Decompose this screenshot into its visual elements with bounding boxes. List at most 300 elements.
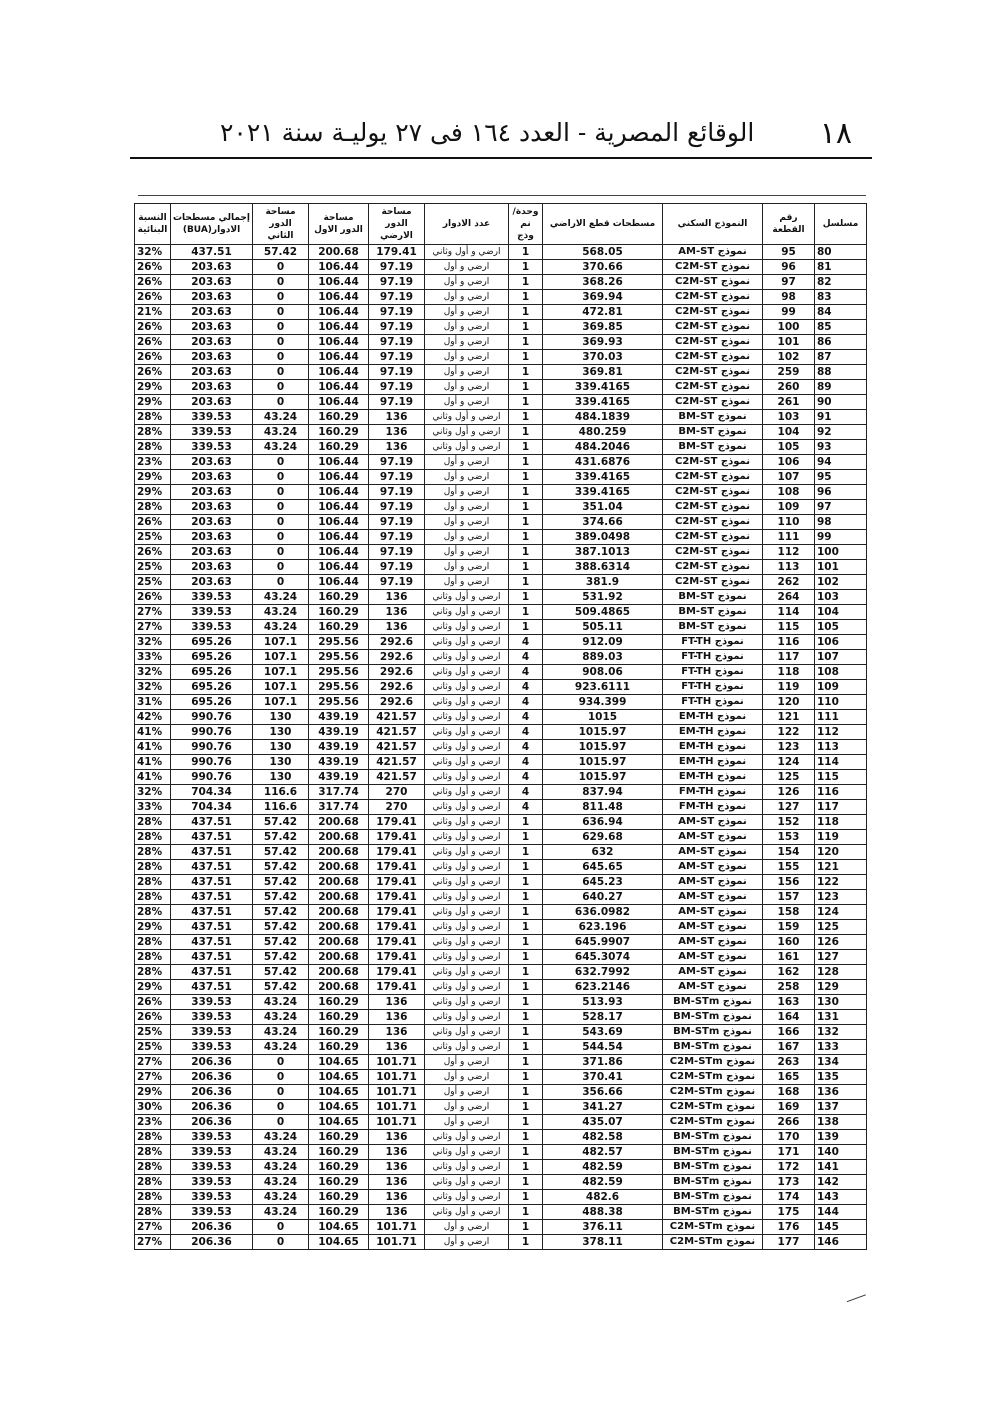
col-first-floor-area: 200.68 [309, 950, 369, 965]
col-plot-area: 482.59 [543, 1160, 663, 1175]
col-floors: ارضي و أول [425, 1235, 509, 1250]
table-row [135, 1235, 867, 1250]
col-ground-floor-area: 136 [369, 605, 425, 620]
col-building-ratio: 26% [135, 260, 171, 275]
col-first-floor-area: 200.68 [309, 815, 369, 830]
col-unit-per-model: 1 [509, 380, 543, 395]
col-ground-floor-area: 97.19 [369, 365, 425, 380]
col-unit-per-model: 1 [509, 1190, 543, 1205]
col-total-bua: 206.36 [171, 1115, 253, 1130]
col-unit-per-model: 1 [509, 530, 543, 545]
col-unit-per-model: 1 [509, 560, 543, 575]
col-unit-per-model: 1 [509, 860, 543, 875]
col-plot-number: 96 [763, 260, 815, 275]
col-housing-model: نموذج BM-STm [663, 1175, 763, 1190]
col-serial: 89 [815, 380, 867, 395]
table-row [135, 815, 867, 830]
col-floors: ارضي و أول وثاني [425, 665, 509, 680]
col-second-floor-area: 43.24 [253, 1025, 309, 1040]
col-first-floor-area: 317.74 [309, 785, 369, 800]
col-building-ratio: 33% [135, 650, 171, 665]
col-first-floor-area: 200.68 [309, 905, 369, 920]
col-housing-model: نموذج C2M-ST [663, 395, 763, 410]
col-total-bua: 990.76 [171, 755, 253, 770]
col-first-floor-area: 200.68 [309, 845, 369, 860]
col-floors: ارضي و أول [425, 380, 509, 395]
col-plot-number: 176 [763, 1220, 815, 1235]
col-building-ratio: 28% [135, 1160, 171, 1175]
table-row [135, 950, 867, 965]
col-total-bua: 990.76 [171, 725, 253, 740]
col-plot-area: 482.58 [543, 1130, 663, 1145]
col-second-floor-area: 57.42 [253, 950, 309, 965]
col-serial: 106 [815, 635, 867, 650]
col-second-floor-area: 0 [253, 500, 309, 515]
col-second-floor-area: 43.24 [253, 440, 309, 455]
col-housing-model: نموذج BM-STm [663, 1010, 763, 1025]
col-first-floor-area: 160.29 [309, 1025, 369, 1040]
col-serial: 105 [815, 620, 867, 635]
col-building-ratio: 32% [135, 245, 171, 260]
col-plot-area: 370.03 [543, 350, 663, 365]
table-row [135, 935, 867, 950]
col-unit-per-model: 1 [509, 890, 543, 905]
col-total-bua: 203.63 [171, 290, 253, 305]
col-first-floor-area: 106.44 [309, 500, 369, 515]
col-plot-number: 167 [763, 1040, 815, 1055]
col-unit-per-model: 1 [509, 320, 543, 335]
table-row [135, 965, 867, 980]
col-serial: 131 [815, 1010, 867, 1025]
table-row [135, 1220, 867, 1235]
col-housing-model: نموذج C2M-ST [663, 575, 763, 590]
col-plot-number: 161 [763, 950, 815, 965]
col-first-floor-area: 106.44 [309, 560, 369, 575]
col-ground-floor-area: 136 [369, 1175, 425, 1190]
col-second-floor-area: 57.42 [253, 965, 309, 980]
col-plot-number: 114 [763, 605, 815, 620]
col-first-floor-area: 200.68 [309, 920, 369, 935]
col-unit-per-model: 1 [509, 1145, 543, 1160]
table-row [135, 890, 867, 905]
col-building-ratio: 26% [135, 590, 171, 605]
col-total-bua: 990.76 [171, 710, 253, 725]
col-serial: 100 [815, 545, 867, 560]
col-plot-area: 370.41 [543, 1070, 663, 1085]
col-housing-model: نموذج BM-ST [663, 410, 763, 425]
col-serial: 95 [815, 470, 867, 485]
col-unit-per-model: 1 [509, 845, 543, 860]
col-housing-model: نموذج C2M-ST [663, 335, 763, 350]
col-plot-number: 110 [763, 515, 815, 530]
col-floors: ارضي و أول وثاني [425, 1160, 509, 1175]
col-building-ratio: 25% [135, 575, 171, 590]
col-plot-number: 174 [763, 1190, 815, 1205]
col-ground-floor-area: 97.19 [369, 305, 425, 320]
col-building-ratio: 27% [135, 1070, 171, 1085]
table-row [135, 800, 867, 815]
col-serial: 129 [815, 980, 867, 995]
table-row [135, 455, 867, 470]
table-row [135, 575, 867, 590]
col-floors: ارضي و أول [425, 305, 509, 320]
col-plot-area: 369.85 [543, 320, 663, 335]
col-plot-area: 934.399 [543, 695, 663, 710]
col-serial: 132 [815, 1025, 867, 1040]
col-serial: 126 [815, 935, 867, 950]
col-second-floor-area: 107.1 [253, 665, 309, 680]
col-serial: 146 [815, 1235, 867, 1250]
col-plot-area: 388.6314 [543, 560, 663, 575]
col-unit-per-model: 1 [509, 965, 543, 980]
col-first-floor-area: 295.56 [309, 680, 369, 695]
col-building-ratio: 23% [135, 455, 171, 470]
col-building-ratio: 28% [135, 965, 171, 980]
col-plot-number: 104 [763, 425, 815, 440]
col-building-ratio: 28% [135, 875, 171, 890]
col-serial: 139 [815, 1130, 867, 1145]
col-second-floor-area: 130 [253, 755, 309, 770]
col-second-floor-area: 43.24 [253, 1175, 309, 1190]
col-housing-model: نموذج AM-ST [663, 935, 763, 950]
col-housing-model: نموذج C2M-ST [663, 380, 763, 395]
col-housing-model: نموذج AM-ST [663, 815, 763, 830]
col-first-floor-area: 160.29 [309, 1160, 369, 1175]
col-floors: ارضي و أول [425, 395, 509, 410]
col-building-ratio: 27% [135, 605, 171, 620]
col-building-ratio: 28% [135, 1190, 171, 1205]
col-housing-model: نموذج C2M-ST [663, 500, 763, 515]
col-total-bua: 695.26 [171, 680, 253, 695]
col-total-bua: 695.26 [171, 665, 253, 680]
col-plot-number: 123 [763, 740, 815, 755]
col-ground-floor-area: 136 [369, 1040, 425, 1055]
col-serial: 121 [815, 860, 867, 875]
col-floors: ارضي و أول وثاني [425, 680, 509, 695]
col-second-floor-area: 107.1 [253, 635, 309, 650]
col-unit-per-model: 1 [509, 410, 543, 425]
table-row [135, 515, 867, 530]
col-ground-floor-area: 101.71 [369, 1070, 425, 1085]
col-first-floor-area: 104.65 [309, 1070, 369, 1085]
col-plot-number: 162 [763, 965, 815, 980]
table-row [135, 785, 867, 800]
col-second-floor-area: 57.42 [253, 875, 309, 890]
col-total-bua: 704.34 [171, 800, 253, 815]
col-building-ratio: 41% [135, 755, 171, 770]
col-plot-area: 369.81 [543, 365, 663, 380]
col-plot-area: 339.4165 [543, 485, 663, 500]
col-unit-per-model: 4 [509, 800, 543, 815]
col-floors: ارضي و أول وثاني [425, 740, 509, 755]
col-plot-number: 158 [763, 905, 815, 920]
col-plot-area: 378.11 [543, 1235, 663, 1250]
col-second-floor-area: 0 [253, 290, 309, 305]
col-total-bua: 339.53 [171, 590, 253, 605]
col-housing-model: نموذج C2M-STm [663, 1100, 763, 1115]
col-first-floor-area: 104.65 [309, 1220, 369, 1235]
col-plot-area: 341.27 [543, 1100, 663, 1115]
col-ground-floor-area: 97.19 [369, 395, 425, 410]
col-floors: ارضي و أول [425, 1085, 509, 1100]
col-building-ratio: 23% [135, 1115, 171, 1130]
col-plot-area: 1015 [543, 710, 663, 725]
col-second-floor-area: 43.24 [253, 1130, 309, 1145]
col-building-ratio: 26% [135, 1010, 171, 1025]
col-plot-area: 369.93 [543, 335, 663, 350]
col-total-bua: 339.53 [171, 1010, 253, 1025]
col-total-bua: 695.26 [171, 695, 253, 710]
col-second-floor-area: 0 [253, 515, 309, 530]
col-serial: 134 [815, 1055, 867, 1070]
col-second-floor-area: 130 [253, 710, 309, 725]
table-row [135, 770, 867, 785]
col-unit-per-model: 4 [509, 785, 543, 800]
col-building-ratio: 29% [135, 470, 171, 485]
col-ground-floor-area: 97.19 [369, 380, 425, 395]
col-ground-floor-area: 136 [369, 1025, 425, 1040]
col-plot-area: 1015.97 [543, 725, 663, 740]
col-floors: ارضي و أول وثاني [425, 1040, 509, 1055]
col-total-bua: 437.51 [171, 875, 253, 890]
col-floors: ارضي و أول وثاني [425, 425, 509, 440]
col-ground-floor-area: 136 [369, 1160, 425, 1175]
col-ground-floor-area: 179.41 [369, 860, 425, 875]
table-row [135, 920, 867, 935]
col-ground-floor-area: 421.57 [369, 770, 425, 785]
col-serial: 145 [815, 1220, 867, 1235]
table-row [135, 725, 867, 740]
col-plot-area-header: مسطحات قطع الاراضي [543, 204, 663, 245]
col-housing-model: نموذج C2M-ST [663, 485, 763, 500]
col-housing-model: نموذج AM-ST [663, 965, 763, 980]
col-ground-floor-area: 136 [369, 1205, 425, 1220]
col-ground-floor-area: 292.6 [369, 695, 425, 710]
col-housing-model: نموذج AM-ST [663, 245, 763, 260]
col-second-floor-area: 57.42 [253, 815, 309, 830]
col-building-ratio: 26% [135, 290, 171, 305]
col-first-floor-area: 439.19 [309, 755, 369, 770]
col-unit-per-model: 1 [509, 950, 543, 965]
col-plot-area: 632.7992 [543, 965, 663, 980]
table-row [135, 1070, 867, 1085]
col-unit-per-model: 1 [509, 1235, 543, 1250]
col-unit-per-model: 1 [509, 350, 543, 365]
col-building-ratio: 41% [135, 770, 171, 785]
table-row [135, 1130, 867, 1145]
col-floors: ارضي و أول وثاني [425, 950, 509, 965]
col-floors: ارضي و أول [425, 515, 509, 530]
col-serial: 98 [815, 515, 867, 530]
table-row [135, 395, 867, 410]
col-plot-number: 163 [763, 995, 815, 1010]
col-housing-model: نموذج C2M-ST [663, 470, 763, 485]
col-plot-number: 113 [763, 560, 815, 575]
col-plot-number: 122 [763, 725, 815, 740]
col-first-floor-area: 439.19 [309, 770, 369, 785]
col-unit-per-model: 4 [509, 725, 543, 740]
table-row [135, 470, 867, 485]
col-total-bua: 437.51 [171, 920, 253, 935]
col-housing-model: نموذج C2M-STm [663, 1235, 763, 1250]
col-second-floor-area: 0 [253, 1220, 309, 1235]
col-housing-model: نموذج AM-ST [663, 860, 763, 875]
col-housing-model: نموذج BM-ST [663, 590, 763, 605]
col-serial: 118 [815, 815, 867, 830]
col-floors: ارضي و أول وثاني [425, 1175, 509, 1190]
col-plot-number: 117 [763, 650, 815, 665]
col-floors: ارضي و أول [425, 260, 509, 275]
col-plot-number: 154 [763, 845, 815, 860]
col-plot-number: 266 [763, 1115, 815, 1130]
col-ground-floor-area: 97.19 [369, 455, 425, 470]
col-plot-area: 376.11 [543, 1220, 663, 1235]
col-building-ratio: 29% [135, 380, 171, 395]
col-total-bua: 339.53 [171, 1190, 253, 1205]
col-serial: 85 [815, 320, 867, 335]
col-housing-model: نموذج BM-ST [663, 620, 763, 635]
col-plot-number: 125 [763, 770, 815, 785]
col-unit-per-model: 1 [509, 500, 543, 515]
col-total-bua: 203.63 [171, 335, 253, 350]
col-total-bua: 437.51 [171, 980, 253, 995]
page-header [130, 112, 872, 156]
table-top-rule [138, 195, 866, 196]
col-first-floor-area: 160.29 [309, 605, 369, 620]
col-total-bua: 339.53 [171, 440, 253, 455]
col-first-floor-area: 200.68 [309, 980, 369, 995]
table-row [135, 335, 867, 350]
col-serial: 144 [815, 1205, 867, 1220]
col-ground-floor-area: 101.71 [369, 1235, 425, 1250]
col-plot-number: 159 [763, 920, 815, 935]
col-floors: ارضي و أول وثاني [425, 815, 509, 830]
col-serial: 81 [815, 260, 867, 275]
col-unit-per-model: 1 [509, 980, 543, 995]
col-serial: 116 [815, 785, 867, 800]
col-second-floor-area: 57.42 [253, 905, 309, 920]
col-plot-area: 374.66 [543, 515, 663, 530]
col-plot-number: 170 [763, 1130, 815, 1145]
col-plot-number: 106 [763, 455, 815, 470]
col-housing-model: نموذج BM-ST [663, 425, 763, 440]
table-row [135, 695, 867, 710]
col-second-floor-area: 107.1 [253, 695, 309, 710]
col-building-ratio: 32% [135, 635, 171, 650]
col-plot-number: 121 [763, 710, 815, 725]
table-row [135, 1085, 867, 1100]
col-total-bua: 339.53 [171, 425, 253, 440]
table-row [135, 1175, 867, 1190]
table-row [135, 635, 867, 650]
col-plot-number: 264 [763, 590, 815, 605]
col-plot-area: 351.04 [543, 500, 663, 515]
col-ground-floor-area: 97.19 [369, 485, 425, 500]
table-row [135, 440, 867, 455]
col-floors: ارضي و أول وثاني [425, 635, 509, 650]
col-unit-per-model: 1 [509, 605, 543, 620]
col-ground-floor-area: 136 [369, 410, 425, 425]
col-second-floor-area: 57.42 [253, 890, 309, 905]
table-row [135, 320, 867, 335]
col-second-floor-area: 43.24 [253, 590, 309, 605]
col-second-floor-area: 57.42 [253, 845, 309, 860]
col-floors: ارضي و أول وثاني [425, 1205, 509, 1220]
col-plot-number: 116 [763, 635, 815, 650]
col-building-ratio: 28% [135, 410, 171, 425]
col-serial: 120 [815, 845, 867, 860]
col-total-bua-header: إجمالي مسطحات الادوار(BUA) [171, 204, 253, 245]
col-serial: 93 [815, 440, 867, 455]
col-second-floor-area: 43.24 [253, 620, 309, 635]
col-building-ratio: 32% [135, 785, 171, 800]
table-row [135, 530, 867, 545]
col-floors: ارضي و أول [425, 290, 509, 305]
table-row [135, 755, 867, 770]
col-plot-number: 102 [763, 350, 815, 365]
table-row [135, 545, 867, 560]
col-floors: ارضي و أول وثاني [425, 905, 509, 920]
col-first-floor-area: 200.68 [309, 830, 369, 845]
col-building-ratio: 41% [135, 740, 171, 755]
col-housing-model: نموذج C2M-ST [663, 305, 763, 320]
col-first-floor-area: 160.29 [309, 1190, 369, 1205]
table-row [135, 350, 867, 365]
col-total-bua: 203.63 [171, 380, 253, 395]
col-plot-number: 156 [763, 875, 815, 890]
col-plot-number: 166 [763, 1025, 815, 1040]
col-plot-number: 175 [763, 1205, 815, 1220]
col-plot-number: 101 [763, 335, 815, 350]
col-ground-floor-area: 136 [369, 1010, 425, 1025]
col-unit-per-model: 1 [509, 1040, 543, 1055]
col-plot-area: 339.4165 [543, 380, 663, 395]
col-first-floor-area: 104.65 [309, 1235, 369, 1250]
col-serial: 115 [815, 770, 867, 785]
col-unit-per-model: 1 [509, 245, 543, 260]
col-serial: 138 [815, 1115, 867, 1130]
col-second-floor-area: 130 [253, 770, 309, 785]
col-plot-number: 97 [763, 275, 815, 290]
col-plot-area: 623.196 [543, 920, 663, 935]
col-serial: 82 [815, 275, 867, 290]
col-ground-floor-area: 97.19 [369, 530, 425, 545]
table-row [135, 995, 867, 1010]
col-ground-floor-area: 97.19 [369, 350, 425, 365]
col-floors: ارضي و أول [425, 320, 509, 335]
col-first-floor-area: 160.29 [309, 1040, 369, 1055]
col-total-bua: 203.63 [171, 455, 253, 470]
col-second-floor-area: 0 [253, 1100, 309, 1115]
col-plot-area: 629.68 [543, 830, 663, 845]
col-total-bua: 339.53 [171, 605, 253, 620]
col-total-bua: 437.51 [171, 965, 253, 980]
col-plot-area: 908.06 [543, 665, 663, 680]
col-second-floor-area: 0 [253, 275, 309, 290]
col-serial: 125 [815, 920, 867, 935]
col-floors: ارضي و أول [425, 1055, 509, 1070]
col-serial: 88 [815, 365, 867, 380]
col-serial: 128 [815, 965, 867, 980]
col-second-floor-area: 0 [253, 545, 309, 560]
col-serial: 110 [815, 695, 867, 710]
col-building-ratio: 27% [135, 1235, 171, 1250]
col-second-floor-area: 0 [253, 380, 309, 395]
col-floors: ارضي و أول وثاني [425, 995, 509, 1010]
col-floors: ارضي و أول وثاني [425, 1025, 509, 1040]
col-housing-model: نموذج BM-STm [663, 995, 763, 1010]
col-second-floor-area: 43.24 [253, 425, 309, 440]
